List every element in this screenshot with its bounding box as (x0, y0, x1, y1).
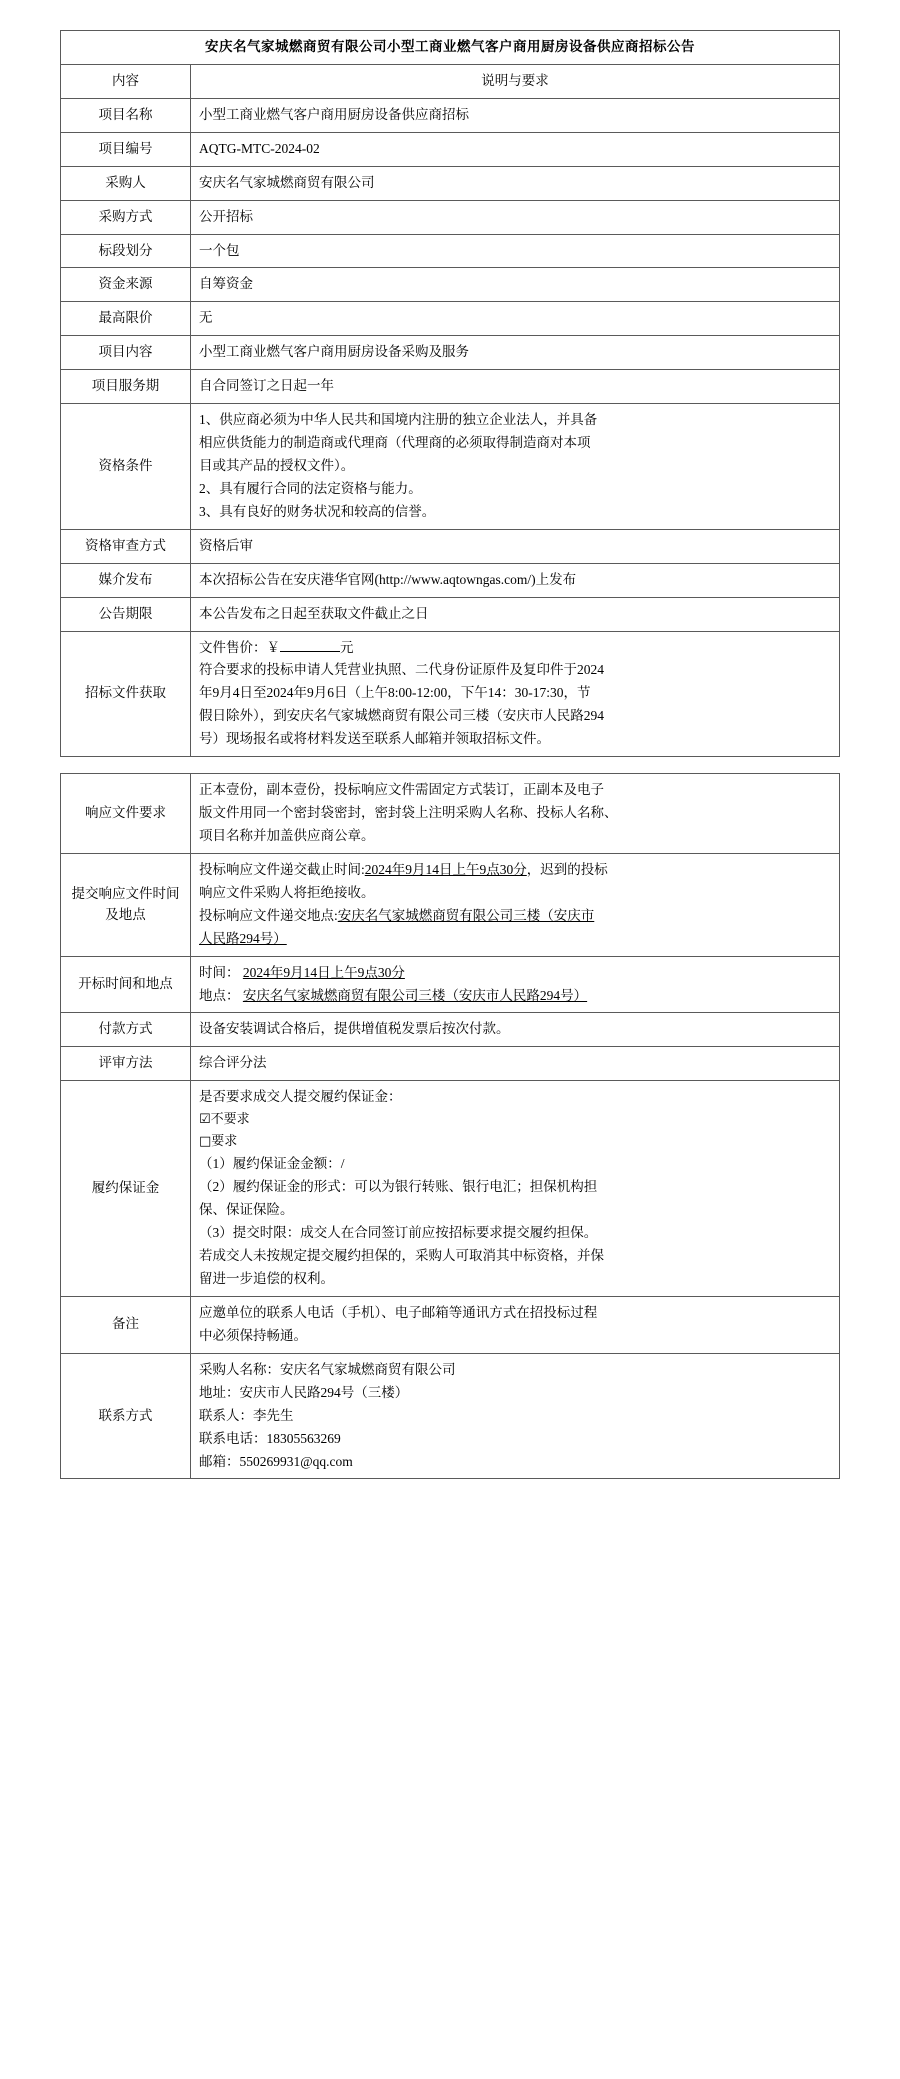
table-row (61, 1297, 840, 1354)
submission-deadline-value: 2024年9月14日上午9点30分 (364, 861, 527, 877)
document-price-prefix: 文件售价：￥ (199, 639, 280, 655)
row-label-project-content: 项目内容 (61, 336, 191, 370)
row-value-announcement-period: 本公告发布之日起至获取文件截止之日 (191, 597, 840, 631)
qualification-line: 相应供货能力的制造商或代理商（代理商的必须取得制造商对本项 (199, 435, 591, 451)
performance-bond-item: 若成交人未按规定提交履约担保的，采购人可取消其中标资格，并保 (199, 1248, 604, 1264)
doc-acquisition-line: 年9月4日至2024年9月6日（上午8:00-12:00，下午14：30-17:30，节 (199, 685, 591, 701)
bid-opening-time-value: 2024年9月14日上午9点30分 (242, 964, 405, 980)
doc-acquisition-line: 号）现场报名或将材料发送至联系人邮箱并领取招标文件。 (199, 731, 550, 747)
row-value-submission (191, 853, 840, 956)
row-label-section-division: 标段划分 (61, 234, 191, 268)
row-label-media-publication: 媒介发布 (61, 563, 191, 597)
row-label-project-number: 项目编号 (61, 132, 191, 166)
row-label-evaluation-method: 评审方法 (61, 1047, 191, 1081)
table-row (61, 200, 840, 234)
row-label-response-doc: 响应文件要求 (61, 774, 191, 854)
qualification-line: 目或其产品的授权文件）。 (199, 457, 355, 473)
row-value-project-number: AQTG-MTC-2024-02 (191, 132, 840, 166)
bid-opening-time-line (199, 963, 831, 984)
doc-acquisition-line: 假日除外），到安庆名气家城燃商贸有限公司三楼（安庆市人民路294 (199, 708, 604, 724)
qualification-line: 3、具有良好的财务状况和较高的信誉。 (199, 503, 436, 519)
row-label-announcement-period: 公告期限 (61, 597, 191, 631)
row-value-qualification-review: 资格后审 (191, 529, 840, 563)
row-label-bid-opening: 开标时间和地点 (61, 956, 191, 1013)
submission-place-line2 (199, 929, 831, 950)
table-separator (60, 757, 840, 773)
row-value-section-division: 一个包 (191, 234, 840, 268)
doc-acquisition-line: 符合要求的投标申请人凭营业执照、二代身份证原件及复印件于2024 (199, 662, 604, 678)
row-value-doc-acquisition (191, 631, 840, 757)
document-price-suffix: 元 (340, 639, 354, 655)
table-row (61, 853, 840, 956)
row-label-payment-method: 付款方式 (61, 1013, 191, 1047)
row-value-purchaser: 安庆名气家城燃商贸有限公司 (191, 166, 840, 200)
performance-bond-item: （1）履约保证金金额：/ (199, 1156, 345, 1172)
column-header-description: 说明与要求 (191, 64, 840, 98)
contact-line: 联系电话：18305563269 (199, 1430, 341, 1446)
submission-place-line (199, 906, 831, 927)
row-label-funding-source: 资金来源 (61, 268, 191, 302)
performance-bond-option-required[interactable]: □要求 (199, 1134, 238, 1150)
row-label-performance-bond: 履约保证金 (61, 1081, 191, 1297)
submission-deadline-line2: 响应文件采购人将拒绝接收。 (199, 884, 375, 900)
row-label-max-price: 最高限价 (61, 302, 191, 336)
table-row (61, 98, 840, 132)
bid-opening-place-prefix: 地点： (199, 987, 240, 1003)
table-row (61, 302, 840, 336)
remark-line: 中必须保持畅通。 (199, 1327, 307, 1343)
page-title: 安庆名气家城燃商贸有限公司小型工商业燃气客户商用厨房设备供应商招标公告 (61, 31, 840, 65)
row-label-procurement-method: 采购方式 (61, 200, 191, 234)
row-value-payment-method: 设备安装调试合格后，提供增值税发票后按次付款。 (191, 1013, 840, 1047)
row-value-evaluation-method: 综合评分法 (191, 1047, 840, 1081)
contact-line: 邮箱：550269931@qq.com (199, 1453, 353, 1469)
row-value-remark (191, 1297, 840, 1354)
table-row (61, 597, 840, 631)
row-value-service-period: 自合同签订之日起一年 (191, 370, 840, 404)
row-label-qualification: 资格条件 (61, 404, 191, 530)
performance-bond-option-not-required[interactable]: ☑不要求 (199, 1112, 250, 1128)
row-value-bid-opening (191, 956, 840, 1013)
qualification-line: 2、具有履行合同的法定资格与能力。 (199, 480, 422, 496)
row-label-purchaser: 采购人 (61, 166, 191, 200)
row-value-project-name: 小型工商业燃气客户商用厨房设备供应商招标 (191, 98, 840, 132)
table-row (61, 774, 840, 854)
table-row (61, 631, 840, 757)
remark-line: 应邀单位的联系人电话（手机）、电子邮箱等通讯方式在招投标过程 (199, 1305, 598, 1320)
table-row (61, 336, 840, 370)
table-row (61, 529, 840, 563)
table-row (61, 370, 840, 404)
header-row (61, 64, 840, 98)
performance-bond-item: （2）履约保证金的形式：可以为银行转账、银行电汇；担保机构担 (199, 1179, 598, 1195)
row-value-performance-bond (191, 1081, 840, 1297)
submission-deadline-line (199, 860, 831, 881)
performance-bond-question: 是否要求成交人提交履约保证金： (199, 1089, 402, 1105)
submission-deadline-suffix: ，迟到的投标 (526, 861, 608, 877)
table-row (61, 1047, 840, 1081)
response-doc-line: 正本壹份，副本壹份，投标响应文件需固定方式装订，正副本及电子 (199, 782, 604, 798)
table-row (61, 956, 840, 1013)
qualification-line: 1、供应商必须为中华人民共和国境内注册的独立企业法人，并具备 (199, 412, 598, 428)
performance-bond-item: 留进一步追偿的权利。 (199, 1271, 334, 1287)
row-value-procurement-method: 公开招标 (191, 200, 840, 234)
table-row (61, 563, 840, 597)
table-row (61, 1081, 840, 1297)
title-row (61, 31, 840, 65)
row-label-submission: 提交响应文件时间及地点 (61, 853, 191, 956)
row-label-contact: 联系方式 (61, 1353, 191, 1479)
performance-bond-item: 保、保证保险。 (199, 1202, 294, 1218)
document-price-line (199, 638, 831, 659)
contact-line: 采购人名称：安庆名气家城燃商贸有限公司 (199, 1361, 456, 1377)
row-label-doc-acquisition: 招标文件获取 (61, 631, 191, 757)
row-label-remark: 备注 (61, 1297, 191, 1354)
submission-place-value: 安庆名气家城燃商贸有限公司三楼（安庆市 (337, 907, 595, 923)
contact-line: 联系人：李先生 (199, 1407, 294, 1423)
row-value-response-doc (191, 774, 840, 854)
submission-place-prefix: 投标响应文件递交地点: (199, 907, 338, 923)
row-value-media-publication: 本次招标公告在安庆港华官网(http://www.aqtowngas.com/)上发布 (191, 563, 840, 597)
table-row (61, 1013, 840, 1047)
announcement-table-main (60, 30, 840, 757)
row-value-project-content: 小型工商业燃气客户商用厨房设备采购及服务 (191, 336, 840, 370)
bid-opening-time-prefix: 时间： (199, 964, 240, 980)
table-row (61, 1353, 840, 1479)
contact-line: 地址：安庆市人民路294号（三楼） (199, 1384, 409, 1400)
table-row (61, 404, 840, 530)
row-label-service-period: 项目服务期 (61, 370, 191, 404)
column-header-content: 内容 (61, 64, 191, 98)
response-doc-line: 项目名称并加盖供应商公章。 (199, 827, 375, 843)
announcement-table-continued (60, 773, 840, 1479)
row-value-max-price: 无 (191, 302, 840, 336)
row-value-contact (191, 1353, 840, 1479)
row-label-qualification-review: 资格审查方式 (61, 529, 191, 563)
submission-place-value-cont: 人民路294号） (199, 930, 287, 946)
table-row (61, 132, 840, 166)
row-value-qualification (191, 404, 840, 530)
bid-opening-place-line (199, 986, 831, 1007)
row-label-project-name: 项目名称 (61, 98, 191, 132)
table-row (61, 268, 840, 302)
bid-opening-place-value: 安庆名气家城燃商贸有限公司三楼（安庆市人民路294号） (242, 987, 588, 1003)
performance-bond-item: （3）提交时限：成交人在合同签订前应按招标要求提交履约担保。 (199, 1225, 598, 1241)
response-doc-line: 版文件用同一个密封袋密封，密封袋上注明采购人名称、投标人名称、 (199, 805, 618, 821)
document-price-blank (280, 638, 340, 652)
table-row (61, 234, 840, 268)
table-row (61, 166, 840, 200)
row-value-funding-source: 自筹资金 (191, 268, 840, 302)
submission-deadline-prefix: 投标响应文件递交截止时间: (199, 861, 365, 877)
